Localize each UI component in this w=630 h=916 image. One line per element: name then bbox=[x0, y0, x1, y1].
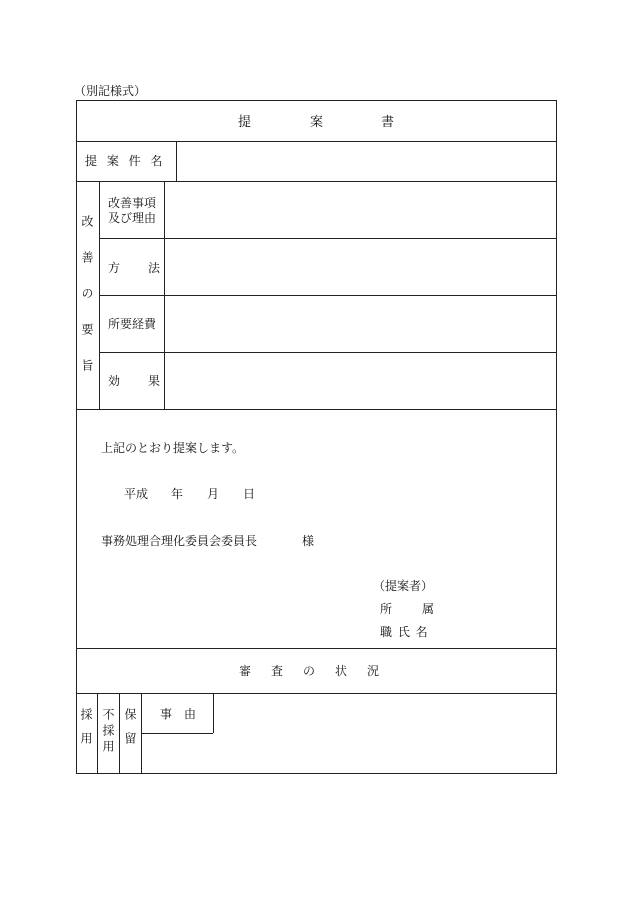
divider-reject bbox=[119, 693, 120, 774]
improvement-label-line-1: 改善事項 bbox=[108, 196, 157, 210]
divider-adopt bbox=[97, 693, 98, 774]
date-era: 平成 bbox=[124, 487, 149, 501]
proposer-label: （提案者） bbox=[373, 579, 434, 593]
case-name-label: 提 案 件 名 bbox=[85, 154, 163, 168]
addressee: 事務処理合理化委員会委員長 bbox=[101, 534, 258, 548]
improvement-label-line-2: 及び理由 bbox=[108, 211, 157, 225]
effect-field[interactable] bbox=[165, 353, 556, 408]
form-style-label: （別記様式） bbox=[74, 84, 147, 98]
case-name-field[interactable] bbox=[177, 142, 556, 180]
date-year: 年 bbox=[171, 487, 184, 501]
divider-summary-end bbox=[76, 409, 557, 410]
divider-statement-end bbox=[76, 648, 557, 649]
method-field[interactable] bbox=[165, 239, 556, 294]
name-label: 職 氏 名 bbox=[380, 625, 428, 639]
form-title-char-3: 書 bbox=[381, 115, 395, 130]
cost-label: 所要経費 bbox=[108, 317, 157, 331]
improvement-field[interactable] bbox=[165, 182, 556, 237]
date-month: 月 bbox=[207, 487, 220, 501]
date-day: 日 bbox=[243, 487, 256, 501]
form-title-char-2: 案 bbox=[310, 115, 324, 130]
addressee-honorific: 様 bbox=[302, 534, 315, 548]
reject-label: 不採用 bbox=[101, 708, 115, 756]
affiliation-label: 所 属 bbox=[380, 602, 437, 616]
divider-review-title bbox=[76, 693, 557, 694]
cost-field[interactable] bbox=[165, 296, 556, 351]
review-title: 審 査 の 状 況 bbox=[239, 664, 384, 678]
reason-label: 事 由 bbox=[160, 707, 197, 721]
effect-label: 効 果 bbox=[108, 374, 169, 388]
divider-summary-label bbox=[99, 181, 100, 409]
reason-field[interactable] bbox=[142, 734, 556, 773]
hold-label: 保留 bbox=[123, 708, 137, 756]
method-label: 方 法 bbox=[108, 261, 169, 275]
adopt-label: 採用 bbox=[79, 708, 93, 756]
form-title-char-1: 提 bbox=[238, 115, 252, 130]
divider-reason-label bbox=[213, 693, 214, 733]
summary-label: 改善の要旨 bbox=[80, 215, 94, 395]
proposal-statement: 上記のとおり提案します。 bbox=[101, 441, 245, 455]
